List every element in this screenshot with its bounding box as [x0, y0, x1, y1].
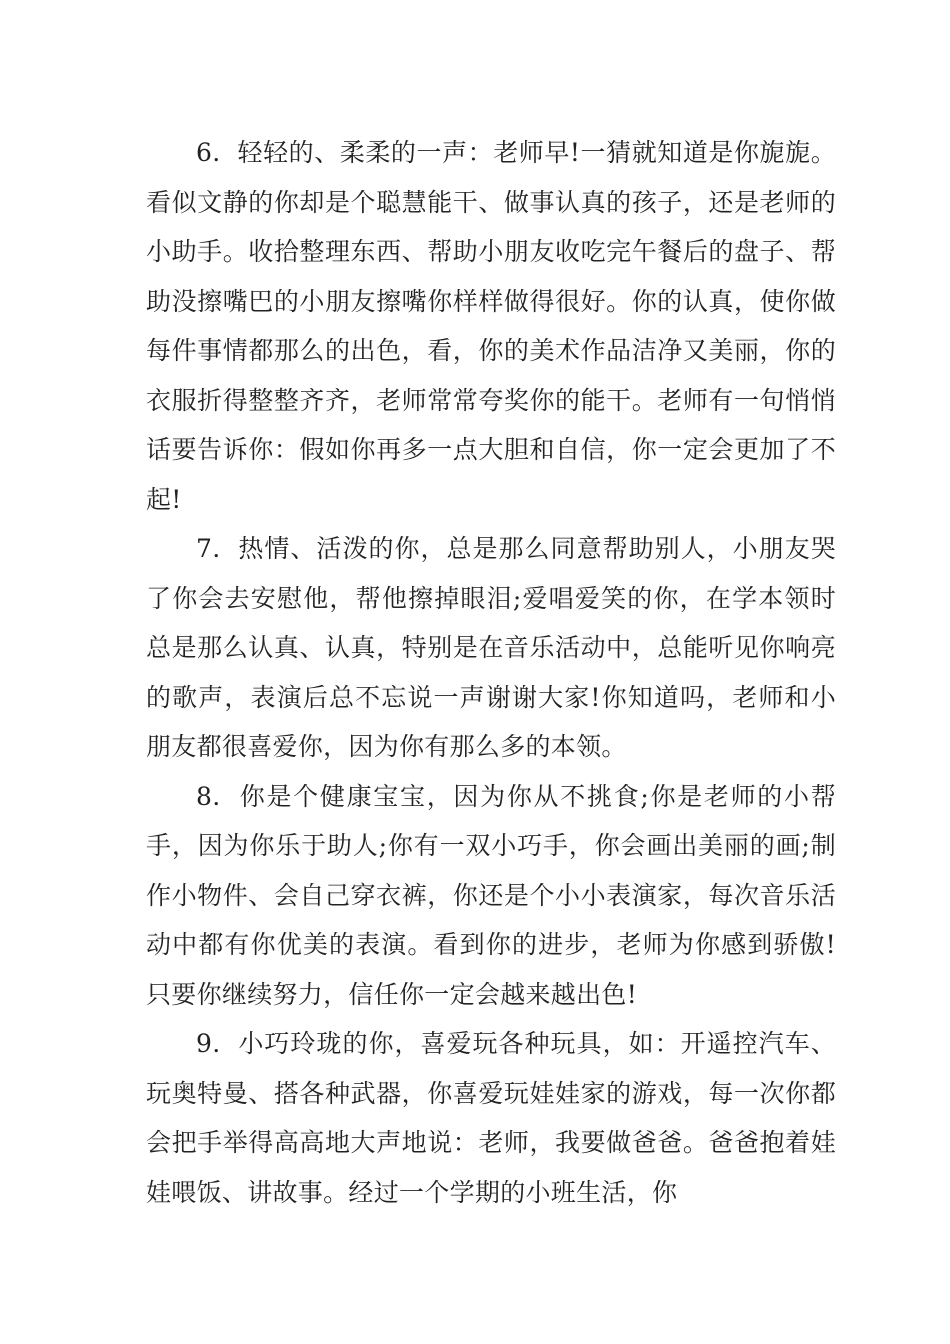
- paragraph-text: 轻轻的、柔柔的一声：老师早!一猜就知道是你旎旎。看似文静的你却是个聪慧能干、做事认真的孩子，还是老师的小助手。收拾整理东西、帮助小朋友收吃完午餐后的盘子、帮助没擦嘴巴的小朋友擦嘴你样样做得很好。你的认真，使你做每件事情都那么的出色，看，你的美术作品洁净又美丽，你的衣服折得整整齐齐，老师常常夸奖你的能干。老师有一句悄悄话要告诉你：假如你再多一点大胆和自信，你一定会更加了不起!: [146, 138, 837, 514]
- paragraph-number: 7.: [196, 534, 221, 563]
- document-body: [146, 128, 836, 1217]
- paragraph-8: [146, 772, 836, 1020]
- paragraph-text: 你是个健康宝宝，因为你从不挑食;你是老师的小帮手，因为你乐于助人;你有一双小巧手，你会画出美丽的画;制作小物件、会自己穿衣裤，你还是个小小表演家，每次音乐活动中都有你优美的表演。看到你的进步，老师为你感到骄傲!只要你继续努力，信任你一定会越来越出色!: [146, 781, 836, 1009]
- paragraph-number: 6.: [196, 138, 221, 167]
- paragraph-number: 8.: [196, 781, 221, 811]
- paragraph-text: 小巧玲珑的你，喜爱玩各种玩具，如：开遥控汽车、玩奥特曼、搭各种武器，你喜爱玩娃娃家的游戏，每一次你都会把手举得高高地大声地说：老师，我要做爸爸。爸爸抱着娃娃喂饭、讲故事。经过一个学期的小班生活，你: [146, 1029, 837, 1207]
- paragraph-9: [146, 1019, 836, 1217]
- paragraph-text: 热情、活泼的你，总是那么同意帮助别人，小朋友哭了你会去安慰他，帮他擦掉眼泪;爱唱爱笑的你，在学本领时总是那么认真、认真，特别是在音乐活动中，总能听见你响亮的歌声，表演后总不忘说一声谢谢大家!你知道吗，老师和小朋友都很喜爱你，因为你有那么多的本领。: [146, 534, 837, 761]
- paragraph-7: [146, 524, 836, 772]
- paragraph-6: [146, 128, 836, 524]
- paragraph-number: 9.: [196, 1029, 221, 1058]
